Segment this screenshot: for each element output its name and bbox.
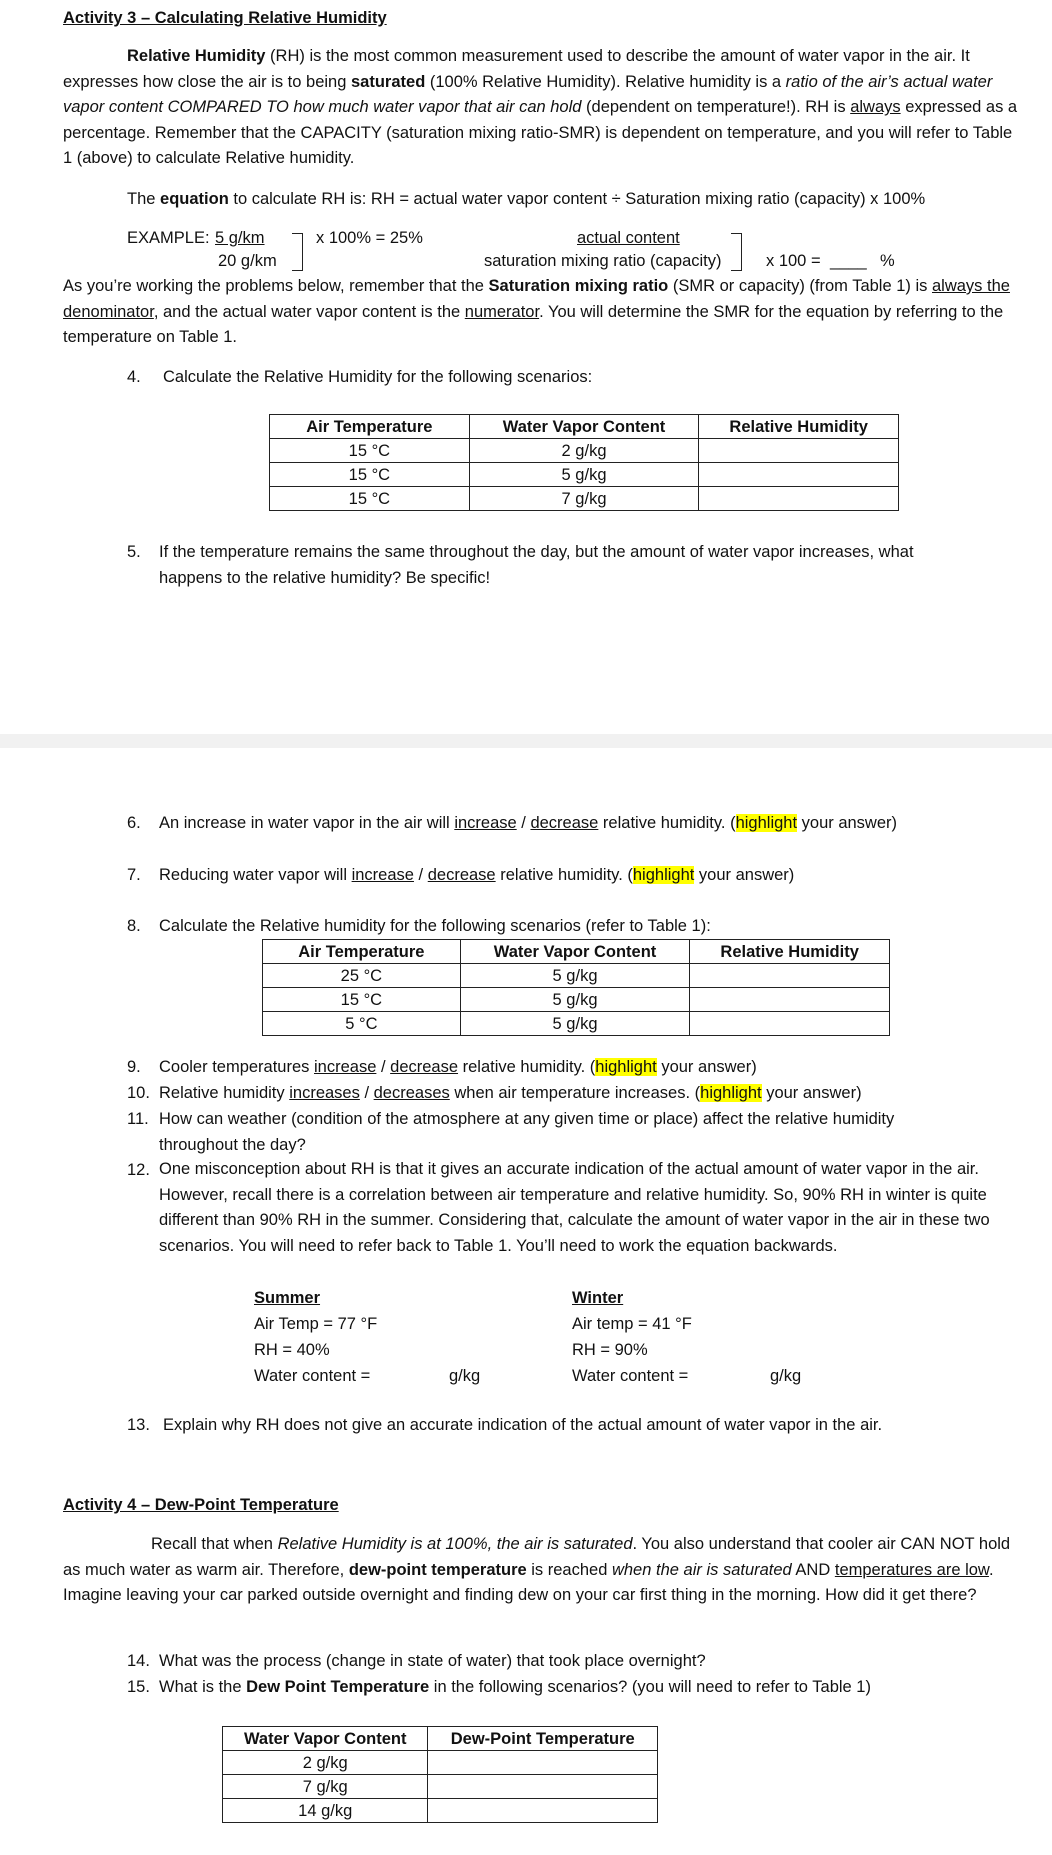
intro-text-1: (RH) is the most common measurement used to describe the amount of water vapor in the air. It expresses how close the air is to being (63, 47, 970, 91)
table-cell: 2 g/kg (223, 1751, 428, 1775)
q5-line-2: happens to the relative humidity? Be specific! (159, 569, 491, 587)
answer-cell[interactable] (428, 1751, 658, 1775)
q11-line-1: How can weather (condition of the atmosphere at any given time or place) affect the relative humidity (159, 1110, 895, 1128)
a4-intro-text-3: is reached (526, 1560, 612, 1579)
table-cell: 14 g/kg (223, 1799, 428, 1823)
table-cell: 5 g/kg (469, 463, 699, 487)
table-header: Relative Humidity (690, 940, 890, 964)
highlight-word: highlight (735, 814, 798, 832)
example-brace (292, 233, 303, 271)
q11-number: 11. (127, 1110, 149, 1128)
a4-dew-point-term: dew-point temperature (348, 1560, 527, 1579)
table-header-row (223, 1727, 658, 1751)
q10-separator: / (359, 1084, 374, 1102)
example-result: x 100% = 25% (316, 229, 423, 247)
q8-text: Calculate the Relative humidity for the following scenarios (refer to Table 1): (159, 917, 711, 935)
table-header-row (270, 415, 899, 439)
equation-word: equation (160, 190, 229, 208)
rh-term: Relative Humidity (127, 47, 266, 65)
q10-option-decreases[interactable]: decreases (373, 1084, 450, 1102)
q9-separator: / (376, 1058, 391, 1076)
highlight-word: highlight (595, 1058, 657, 1076)
q6-option-increase[interactable]: increase (454, 814, 517, 832)
q15-text-1: What is the (159, 1678, 247, 1696)
highlight-word: highlight (700, 1084, 762, 1102)
table-header: Water Vapor Content (460, 940, 690, 964)
q7-text-3: your answer) (694, 866, 795, 884)
table-cell: 5 °C (263, 1012, 461, 1036)
q6-option-decrease[interactable]: decrease (530, 814, 599, 832)
table-row (223, 1799, 658, 1823)
q15-number: 15. (127, 1678, 150, 1696)
q6-separator: / (516, 814, 531, 832)
a4-saturated-condition: when the air is saturated (611, 1560, 792, 1579)
q7-text-1: Reducing water vapor will (159, 866, 352, 884)
formula-blank[interactable]: ____ (830, 252, 867, 270)
winter-water-unit: g/kg (770, 1367, 802, 1385)
winter-air-temp: Air temp = 41 °F (572, 1315, 692, 1333)
q10-option-increases[interactable]: increases (289, 1084, 360, 1102)
table-cell: 15 °C (270, 439, 470, 463)
reminder-text-2: (SMR or capacity) (from Table 1) is (668, 277, 932, 295)
saturated-term: saturated (351, 72, 426, 91)
table-row (263, 964, 890, 988)
q10-text (159, 1082, 862, 1104)
table-header: Water Vapor Content (223, 1727, 428, 1751)
table-header: Relative Humidity (699, 415, 899, 439)
intro-text-3: (dependent on temperature!). RH is (581, 98, 851, 117)
q6-text-3: your answer) (797, 814, 898, 832)
formula-percent: % (880, 252, 895, 270)
q9-option-increase[interactable]: increase (314, 1058, 377, 1076)
table-cell: 5 g/kg (460, 1012, 690, 1036)
equation-formula: to calculate RH is: RH = actual water vapor content ÷ Saturation mixing ratio (capacity) x 100% (228, 190, 926, 208)
activity3-intro (63, 44, 1023, 172)
intro-text-4: expressed as a percentage. Remember that the CAPACITY (saturation mixing ratio-SMR) is dependent on temperature, and you will refer to Table 1 (above) to calculate Relative humidity. (63, 98, 1018, 168)
q15-dew-point-term: Dew Point Temperature (246, 1678, 430, 1696)
table-cell: 15 °C (270, 463, 470, 487)
q9-text-1: Cooler temperatures (159, 1058, 314, 1076)
activity4-intro (63, 1532, 1023, 1609)
q10-text-3: your answer) (761, 1084, 862, 1102)
q6-text-1: An increase in water vapor in the air will (159, 814, 455, 832)
winter-water-content-label: Water content = (572, 1367, 689, 1385)
table-row (263, 1012, 890, 1036)
summer-water-unit: g/kg (449, 1367, 481, 1385)
table-cell: 25 °C (263, 964, 461, 988)
answer-cell[interactable] (690, 1012, 890, 1036)
q7-number: 7. (127, 866, 141, 884)
q5-line-1: If the temperature remains the same throughout the day, but the amount of water vapor increases, what (159, 543, 914, 561)
q11-line-2: throughout the day? (159, 1136, 306, 1154)
activity3-title: Activity 3 – Calculating Relative Humidity (63, 9, 387, 27)
table-cell: 7 g/kg (223, 1775, 428, 1799)
q5-number: 5. (127, 543, 141, 561)
q9-text (159, 1056, 757, 1078)
q8-number: 8. (127, 917, 141, 935)
table-cell: 7 g/kg (469, 487, 699, 511)
answer-cell[interactable] (428, 1775, 658, 1799)
reminder-text-3: , and the actual water vapor content is the (153, 302, 465, 321)
q4-text: Calculate the Relative Humidity for the following scenarios: (163, 368, 593, 386)
example-numerator: 5 g/km (215, 229, 265, 247)
q6-number: 6. (127, 814, 141, 832)
formula-actual-content: actual content (577, 229, 680, 247)
table-q8 (262, 939, 890, 1036)
a4-intro-text-4: AND (791, 1560, 835, 1579)
worksheet-page-1 (0, 0, 1052, 734)
q6-text (159, 812, 897, 834)
formula-brace (731, 233, 742, 271)
a4-intro-text-2: . You also understand that cooler air CAN NOT hold as much water as warm air. Therefore, (63, 1535, 1011, 1579)
q10-text-1: Relative humidity (159, 1084, 290, 1102)
q10-number: 10. (127, 1084, 150, 1102)
reminder-text-1: As you’re working the problems below, remember that the (63, 277, 489, 295)
reminder-paragraph (63, 274, 1023, 351)
q10-text-2: when air temperature increases. ( (449, 1084, 701, 1102)
q9-text-3: your answer) (656, 1058, 757, 1076)
equation-prefix: The (127, 190, 161, 208)
page-break (0, 734, 1052, 748)
q9-number: 9. (127, 1058, 141, 1076)
summer-rh: RH = 40% (254, 1341, 330, 1359)
intro-text-2: (100% Relative Humidity). Relative humidity is a (425, 72, 786, 91)
table-cell: 15 °C (263, 988, 461, 1012)
highlight-word: highlight (632, 866, 695, 884)
summer-air-temp: Air Temp = 77 °F (254, 1315, 378, 1333)
table-header-row (263, 940, 890, 964)
a4-saturated-statement: Relative Humidity is at 100%, the air is saturated (277, 1535, 633, 1553)
table-cell: 2 g/kg (469, 439, 699, 463)
table-cell: 5 g/kg (460, 964, 690, 988)
example-label: EXAMPLE: (127, 229, 210, 247)
summer-title: Summer (254, 1289, 321, 1307)
q14-number: 14. (127, 1652, 150, 1670)
reminder-numerator: numerator (464, 302, 540, 321)
table-row (270, 487, 899, 511)
q7-text-2: relative humidity. ( (495, 866, 633, 884)
answer-cell[interactable] (699, 487, 899, 511)
q7-option-decrease[interactable]: decrease (427, 866, 496, 884)
q15-text-2: in the following scenarios? (you will need to refer to Table 1) (429, 1678, 871, 1696)
winter-rh: RH = 90% (572, 1341, 648, 1359)
reminder-denominator: always the denominator (63, 277, 1010, 321)
q7-option-increase[interactable]: increase (351, 866, 414, 884)
table-row (223, 1751, 658, 1775)
answer-cell[interactable] (690, 988, 890, 1012)
table-q4 (269, 414, 899, 511)
table-header: Water Vapor Content (469, 415, 699, 439)
activity4-title: Activity 4 – Dew-Point Temperature (63, 1496, 339, 1514)
table-header: Air Temperature (270, 415, 470, 439)
table-row (263, 988, 890, 1012)
a4-intro-text-1: Recall that when (151, 1535, 278, 1553)
table-q15 (222, 1726, 658, 1823)
table-row (270, 463, 899, 487)
answer-cell[interactable] (428, 1799, 658, 1823)
ratio-definition: ratio of the air’s actual water vapor content COMPARED TO how much water vapor that air can hold (63, 72, 993, 117)
q14-text: What was the process (change in state of water) that took place overnight? (159, 1652, 706, 1670)
q13-text: Explain why RH does not give an accurate indication of the actual amount of water vapor in the air. (163, 1416, 883, 1434)
q4-number: 4. (127, 368, 141, 386)
q12-number: 12. (127, 1161, 150, 1179)
table-row (270, 439, 899, 463)
q6-text-2: relative humidity. ( (598, 814, 736, 832)
answer-cell[interactable] (699, 439, 899, 463)
table-cell: 15 °C (270, 487, 470, 511)
q7-text (159, 864, 794, 886)
reminder-text-4: . You will determine the SMR for the equation by referring to the temperature on Table 1. (63, 302, 1004, 347)
table-header: Air Temperature (263, 940, 461, 964)
table-row (223, 1775, 658, 1799)
q9-option-decrease[interactable]: decrease (390, 1058, 459, 1076)
q15-text (159, 1676, 871, 1698)
summer-water-content-label: Water content = (254, 1367, 371, 1385)
q13-number: 13. (127, 1416, 150, 1434)
answer-cell[interactable] (699, 463, 899, 487)
winter-title: Winter (572, 1289, 624, 1307)
example-denominator: 20 g/km (218, 252, 277, 270)
formula-smr: saturation mixing ratio (capacity) (484, 252, 722, 270)
answer-cell[interactable] (690, 964, 890, 988)
always-term: always (850, 98, 901, 117)
reminder-smr: Saturation mixing ratio (488, 277, 669, 295)
q7-separator: / (413, 866, 428, 884)
q12-text: One misconception about RH is that it gives an accurate indication of the actual amount of water vapor in the air. However, recall there is a correlation between air temperature and relative humidity. So, 90% RH in winter is quite different than 90% RH in the summer. Considering that, calculate the amount of water vapor in the air in these two scenarios. You will need to refer back to Table 1. You’ll need to work the equation backwards. (159, 1160, 990, 1255)
equation-line (127, 188, 925, 210)
table-cell: 5 g/kg (460, 988, 690, 1012)
formula-times-100: x 100 = (766, 252, 821, 270)
q9-text-2: relative humidity. ( (458, 1058, 596, 1076)
a4-intro-text-5: . Imagine leaving your car parked outside overnight and finding dew on your car first thing in the morning. How did it get there? (63, 1560, 994, 1605)
a4-low-temperatures: temperatures are low (834, 1560, 989, 1579)
table-header: Dew-Point Temperature (428, 1727, 658, 1751)
